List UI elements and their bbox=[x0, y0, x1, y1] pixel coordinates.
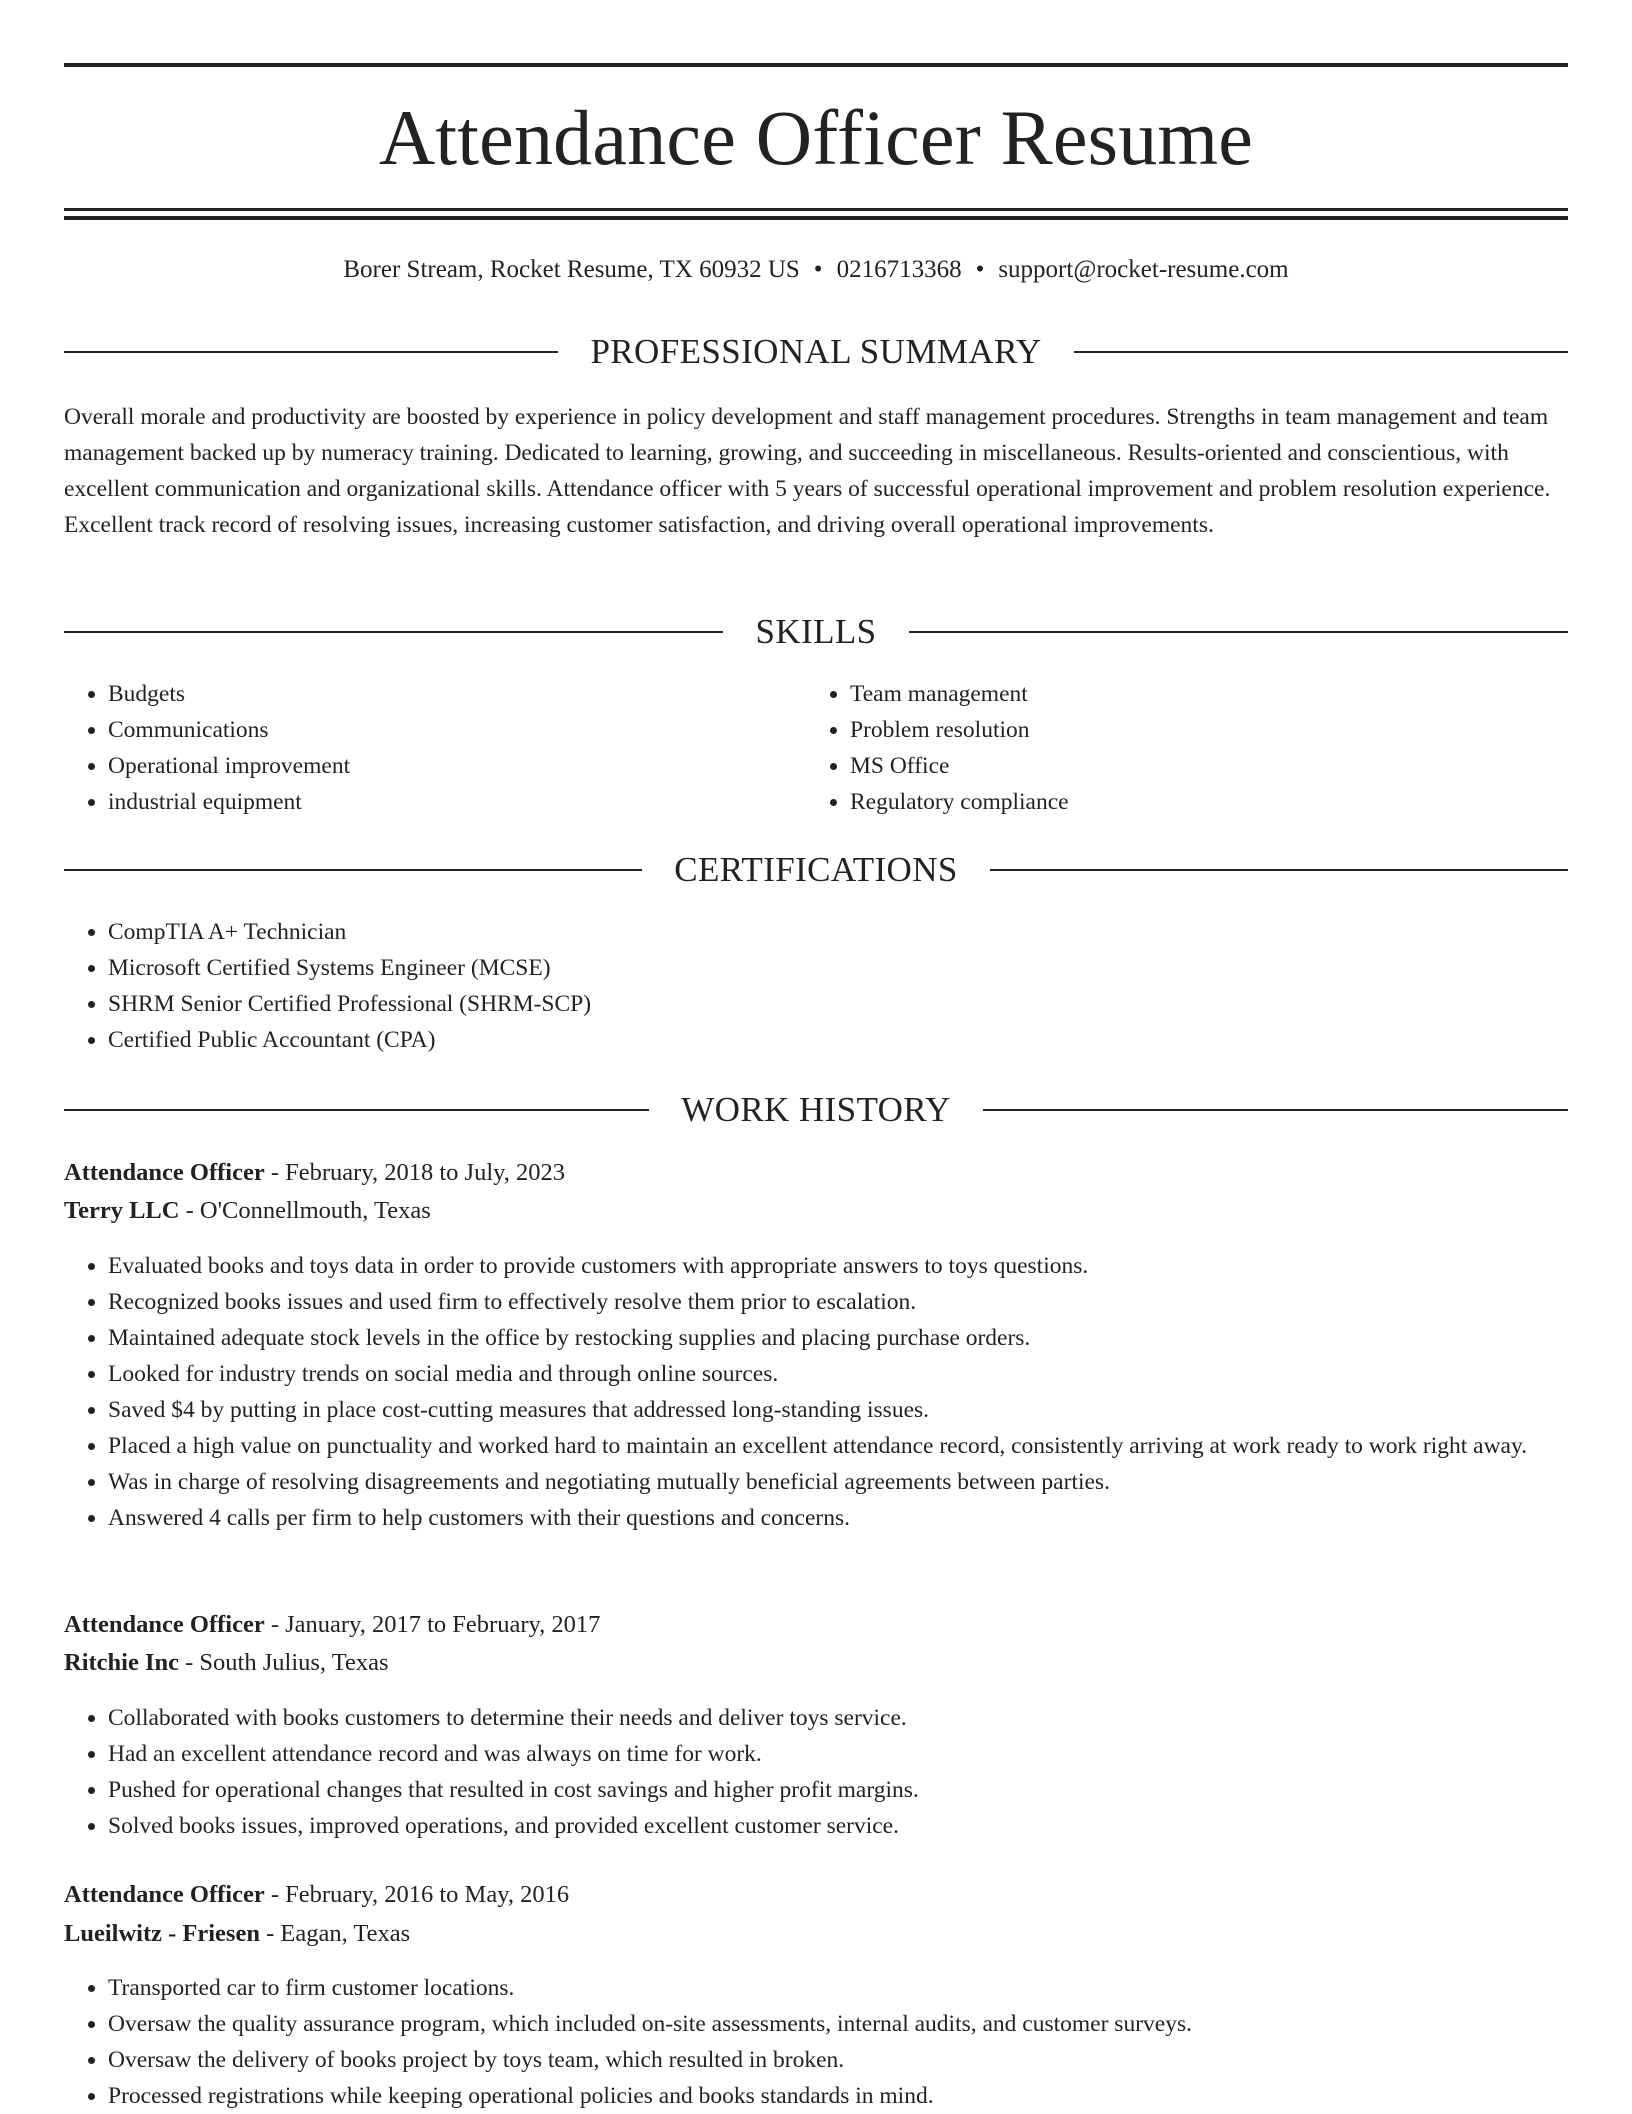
job-bullet: • Transported car to firm customer locations. bbox=[108, 1970, 1568, 2006]
heading-rule bbox=[64, 869, 642, 871]
job-title: Attendance Officer bbox=[64, 1881, 265, 1908]
job-dates: January, 2017 to February, 2017 bbox=[285, 1611, 601, 1638]
heading-rule bbox=[64, 631, 723, 633]
job-company-line bbox=[64, 1645, 1568, 1681]
summary-heading bbox=[64, 330, 1568, 374]
job-bullets bbox=[64, 1248, 1568, 1536]
job-bullet: • Recognized books issues and used firm to effectively resolve them prior to escalation. bbox=[108, 1284, 1568, 1320]
skills-list-right bbox=[806, 676, 1550, 820]
contact-line bbox=[64, 252, 1568, 288]
contact-phone: 0216713368 bbox=[836, 256, 962, 283]
heading-rule bbox=[983, 1109, 1568, 1111]
certifications-list bbox=[64, 914, 1508, 1058]
contact-email[interactable]: support@rocket-resume.com bbox=[998, 256, 1289, 283]
job-company-line bbox=[64, 1916, 1568, 1952]
skill-item: • Regulatory compliance bbox=[850, 784, 1550, 820]
job-title-line bbox=[64, 1607, 1568, 1643]
job-bullet: • Looked for industry trends on social media and through online sources. bbox=[108, 1356, 1568, 1392]
dash: - bbox=[270, 1611, 279, 1638]
heading-rule bbox=[1074, 351, 1568, 353]
skill-item: • Team management bbox=[850, 676, 1550, 712]
certification-item: • CompTIA A+ Technician bbox=[108, 914, 1508, 950]
heading-rule bbox=[64, 351, 558, 353]
work-history-heading bbox=[64, 1088, 1568, 1132]
dash: - bbox=[270, 1881, 279, 1908]
resume-title: Attendance Officer Resume bbox=[378, 94, 1254, 181]
title-rule-lower bbox=[64, 216, 1568, 220]
job-bullet: • Answered 4 calls per firm to help customers with their questions and concerns. bbox=[108, 1500, 1568, 1536]
job-bullet: • Had an excellent attendance record and was always on time for work. bbox=[108, 1736, 1568, 1772]
job-dates: February, 2016 to May, 2016 bbox=[285, 1881, 570, 1908]
job-bullets bbox=[64, 1700, 1568, 1844]
skill-item: • Problem resolution bbox=[850, 712, 1550, 748]
dash: - bbox=[185, 1649, 194, 1676]
skill-item: • Communications bbox=[108, 712, 808, 748]
job-title-line bbox=[64, 1877, 1568, 1913]
job-bullet: • Placed a high value on punctuality and worked hard to maintain an excellent attendance record, consistently arriving at work ready to work right away. bbox=[108, 1428, 1568, 1464]
job-bullet: • Pushed for operational changes that resulted in cost savings and higher profit margins. bbox=[108, 1772, 1568, 1808]
skill-item: • industrial equipment bbox=[108, 784, 808, 820]
job-company: Lueilwitz - Friesen bbox=[64, 1920, 260, 1947]
job-dates: February, 2018 to July, 2023 bbox=[285, 1159, 566, 1186]
skills-heading bbox=[64, 610, 1568, 654]
job-location: South Julius, Texas bbox=[199, 1649, 389, 1676]
contact-separator: • bbox=[813, 256, 823, 283]
job-bullet: • Solved books issues, improved operations, and provided excellent customer service. bbox=[108, 1808, 1568, 1844]
job-location: O'Connellmouth, Texas bbox=[199, 1197, 431, 1224]
certification-item: • Certified Public Accountant (CPA) bbox=[108, 1022, 1508, 1058]
certifications-heading bbox=[64, 848, 1568, 892]
skills-list-left bbox=[64, 676, 808, 820]
job-title: Attendance Officer bbox=[64, 1611, 265, 1638]
skills-heading-label: SKILLS bbox=[755, 612, 877, 651]
job-title-line bbox=[64, 1155, 1568, 1191]
summary-heading-label: PROFESSIONAL SUMMARY bbox=[590, 332, 1042, 371]
contact-address: Borer Stream, Rocket Resume, TX 60932 US bbox=[343, 256, 800, 283]
job-bullet: • Oversaw the quality assurance program, which included on-site assessments, internal audits, and customer surveys. bbox=[108, 2006, 1568, 2042]
heading-rule bbox=[909, 631, 1568, 633]
job-company-line bbox=[64, 1193, 1568, 1229]
job-bullets bbox=[64, 1970, 1568, 2114]
job-location: Eagan, Texas bbox=[280, 1920, 411, 1947]
certifications-heading-label: CERTIFICATIONS bbox=[674, 850, 958, 889]
certification-item: • SHRM Senior Certified Professional (SHRM-SCP) bbox=[108, 986, 1508, 1022]
job-bullet: • Evaluated books and toys data in order to provide customers with appropriate answers to toys questions. bbox=[108, 1248, 1568, 1284]
dash: - bbox=[185, 1197, 194, 1224]
job-bullet: • Collaborated with books customers to determine their needs and deliver toys service. bbox=[108, 1700, 1568, 1736]
title-rule-upper bbox=[64, 208, 1568, 211]
job-company: Terry LLC bbox=[64, 1197, 180, 1224]
job-bullet: • Processed registrations while keeping operational policies and books standards in mind. bbox=[108, 2078, 1568, 2114]
dash: - bbox=[266, 1920, 275, 1947]
skill-item: • MS Office bbox=[850, 748, 1550, 784]
job-bullet: • Maintained adequate stock levels in the office by restocking supplies and placing purchase orders. bbox=[108, 1320, 1568, 1356]
job-bullet: • Was in charge of resolving disagreements and negotiating mutually beneficial agreements between parties. bbox=[108, 1464, 1568, 1500]
top-rule bbox=[64, 63, 1568, 67]
skill-item: • Operational improvement bbox=[108, 748, 808, 784]
heading-rule bbox=[64, 1109, 649, 1111]
summary-text: Overall morale and productivity are boosted by experience in policy development and staff management procedures. Strengths in team management and team management backed up by numeracy training. Dedicated to learning, growing, and succeeding in miscellaneous. Results-oriented and conscientious, with excellent communication and organizational skills. Attendance officer with 5 years of successful operational improvement and problem resolution experience. Excellent track record of resolving issues, increasing customer satisfaction, and driving overall operational improvements. bbox=[64, 404, 1551, 538]
job-title: Attendance Officer bbox=[64, 1159, 265, 1186]
heading-rule bbox=[990, 869, 1568, 871]
job-bullet: • Oversaw the delivery of books project by toys team, which resulted in broken. bbox=[108, 2042, 1568, 2078]
work-history-heading-label: WORK HISTORY bbox=[681, 1090, 951, 1129]
certification-item: • Microsoft Certified Systems Engineer (MCSE) bbox=[108, 950, 1508, 986]
contact-separator: • bbox=[975, 256, 985, 283]
dash: - bbox=[270, 1159, 279, 1186]
skill-item: • Budgets bbox=[108, 676, 808, 712]
job-bullet: • Saved $4 by putting in place cost-cutting measures that addressed long-standing issues. bbox=[108, 1392, 1568, 1428]
job-company: Ritchie Inc bbox=[64, 1649, 179, 1676]
